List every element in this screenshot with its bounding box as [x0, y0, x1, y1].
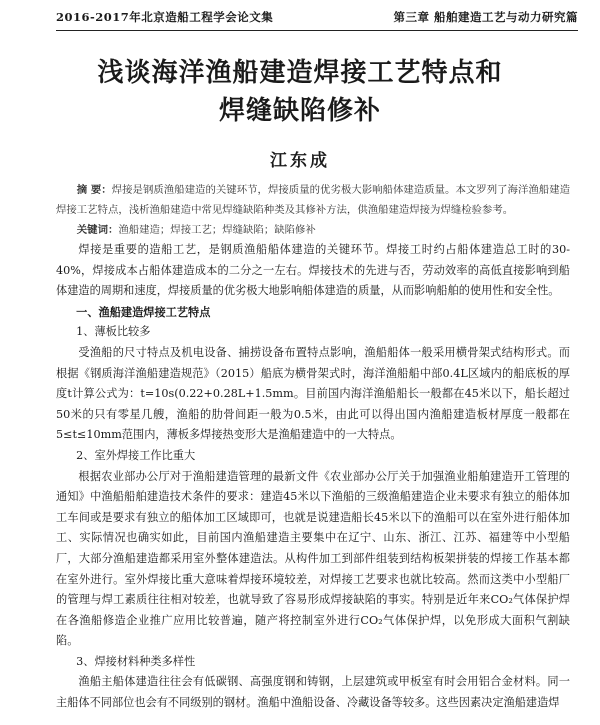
subsection-3-heading: 3、焊接材料种类多样性	[76, 654, 196, 668]
article-body	[56, 180, 570, 714]
abstract	[56, 180, 570, 220]
subsection-1-heading: 1、薄板比较多	[76, 325, 151, 339]
subsection-1-paragraph: 受渔船的尺寸特点及机电设备、捕捞设备布置特点影响，渔船船体一般采用横骨架式结构形式。而根据《钢质海洋渔船建造规范》（2015）船底为横骨架式时，海洋渔船船中部0.4L区域内的船底板的厚度t计算公式为：t=10s(0.22+0.28L+1.5mm。目前国内海洋渔船船长一般都在45米以下，船长超过50米的只有零星几艘，渔船的肋骨间距一般为0.5米，由此可以得出国内渔船建造板材厚度一般都在5≤t≤10mm范围内，薄板多焊接热变形大是渔船建造中的一大特点。	[56, 345, 570, 442]
abstract-label: 摘 要：	[76, 184, 112, 196]
keywords-text: 渔船建造；焊接工艺；焊缝缺陷；缺陷修补	[118, 224, 316, 236]
abstract-text: 焊接是钢质渔船建造的关键环节，焊接质量的优劣极大影响船体建造质量。本文罗列了海洋渔船建造焊接工艺特点，浅析渔船建造中常见焊缝缺陷种类及其修补方法，供渔船建造焊接为焊缝检验参考。	[56, 184, 571, 216]
subsection-3-paragraph: 渔船主船体建造往往会有低碳钢、高强度钢和铸钢，上层建筑或甲板室有时会用铝合金材料。同一主船体不同部位也会有不同级别的钢材。渔船中渔船设备、冷藏设备等较多。这些因素决定渔船建造焊	[56, 675, 570, 710]
header-right: 第三章 船舶建造工艺与动力研究篇	[393, 10, 578, 24]
header-left: 2016-2017年北京造船工程学会论文集	[56, 10, 274, 24]
section-1-heading: 一、渔船建造焊接工艺特点	[76, 304, 211, 319]
header-rule	[56, 30, 578, 31]
subsection-2-paragraph: 根据农业部办公厅对于渔船建造管理的最新文件《农业部办公厅关于加强渔业船舶建造开工管理的通知》中渔船船舶建造技术条件的要求：建造45米以下渔船的三级渔船建造企业未要求有独立的船体加工车间或是要求有独立的船体加工区域即可，也就是说建造船长45米以下的渔船可以在室外进行船体加工、实际情况也确实如此，目前国内渔船建造主要集中在辽宁、山东、浙江、江苏、福建等中小型船厂，大部分渔船建造都采用室外整体建造法。从构件加工到部件组装到结构板架拼装的焊接工作基本都在室外进行。室外焊接比重大意味着焊接环境较差，对焊接工艺要求也就比较高。然而这类中小型船厂的管理与焊工素质往往相对较差，也就导致了容易形成焊接缺陷的事实。特别是近年来CO₂气体保护焊在各渔船修造企业推广应用比较普遍，随产将控制室外进行CO₂气体保护焊，以免形成大面积气割缺陷。	[56, 469, 570, 648]
running-header	[56, 6, 578, 28]
title-line-2: 焊缝缺陷修补	[218, 96, 381, 126]
keywords-label: 关键词：	[76, 224, 119, 236]
author: 江东成	[270, 151, 330, 171]
keywords	[56, 220, 570, 240]
subsection-2-heading: 2、室外焊接工作比重大	[76, 448, 196, 462]
intro-paragraph: 焊接是重要的造船工艺，是钢质渔船船体建造的关键环节。焊接工时约占船体建造总工时的30-40%，焊接成本占船体建造成本的二分之一左右。焊接技术的先进与否，劳动效率的高低直接影响到船体建造的周期和速度，焊接质量的优劣极大地影响船体建造的质量，从而影响船舶的使用性和安全性。	[56, 243, 570, 298]
title-line-1: 浅谈海洋渔船建造焊接工艺特点和	[97, 58, 503, 88]
